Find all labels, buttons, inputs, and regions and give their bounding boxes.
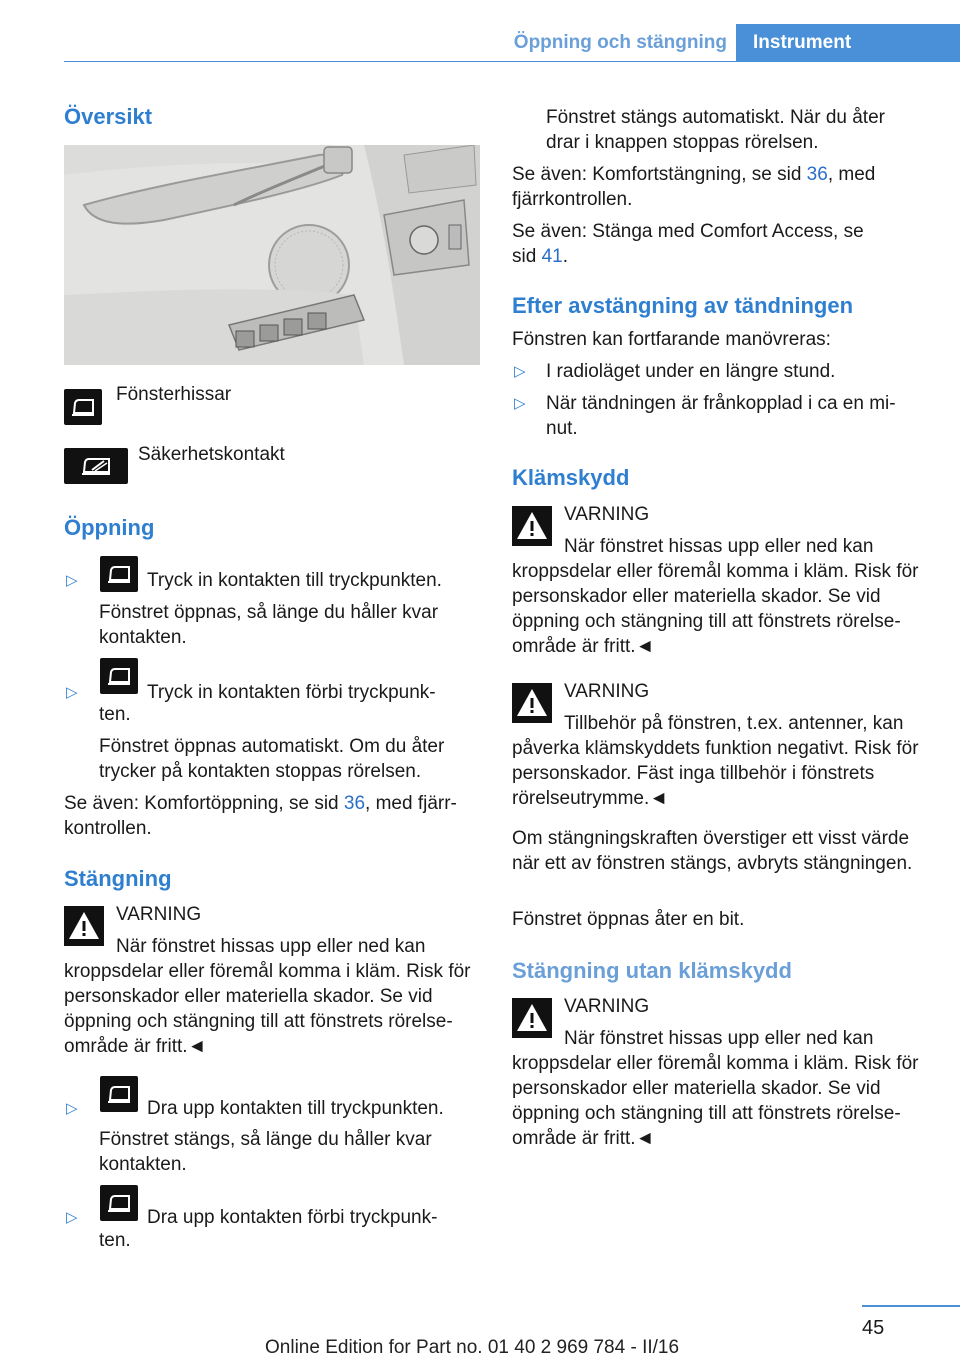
overview-heading: Översikt bbox=[64, 104, 153, 129]
window-switch-icon bbox=[100, 658, 138, 694]
opening-step-1-result: Fönstret öppnas, så länge du håller kvar kontakten. bbox=[99, 602, 439, 648]
closing-step-2: Dra upp kontakten förbi tryckpunk- bbox=[147, 1207, 438, 1228]
page-number: 45 bbox=[862, 1317, 885, 1339]
closing-step-1-result: Fönstret stängs, så länge du håller kvar kontakten. bbox=[99, 1129, 432, 1175]
footer-divider bbox=[862, 1305, 960, 1307]
window-switch-icon bbox=[100, 1076, 138, 1112]
opening-step-2: Tryck in kontakten förbi tryckpunk- bbox=[147, 682, 436, 703]
closing-step-2-cont: ten. bbox=[99, 1230, 131, 1251]
door-panel-illustration bbox=[64, 145, 480, 365]
page-link-36[interactable]: 36 bbox=[806, 164, 828, 185]
window-switch-icon bbox=[64, 389, 102, 425]
opening-step-1: Tryck in kontakten till tryckpunkten. bbox=[147, 570, 442, 591]
pinch-paragraph-1: Om stängningskraften överstiger ett visst värde när ett av fönstren stängs, avbryts stängningen. bbox=[512, 828, 913, 874]
window-switch-icon bbox=[100, 1185, 138, 1221]
pinch-warning-2-label: VARNING bbox=[564, 681, 650, 702]
closing-step-1: Dra upp kontakten till tryckpunkten. bbox=[147, 1098, 444, 1119]
after-ignition-item-1: I radioläget under en längre stund. bbox=[546, 361, 836, 382]
pinch-protection-heading: Klämskydd bbox=[512, 465, 630, 490]
after-ignition-heading: Efter avstängning av tändningen bbox=[512, 293, 854, 318]
legend-window-switch-label: Fönsterhissar bbox=[116, 384, 232, 405]
pinch-warning-1-label: VARNING bbox=[564, 504, 650, 525]
pinch-paragraph-2: Fönstret öppnas åter en bit. bbox=[512, 909, 745, 930]
header-section-title: Öppning och stängning bbox=[513, 32, 727, 53]
page-link-36[interactable]: 36 bbox=[343, 793, 366, 814]
window-switch-icon bbox=[100, 556, 138, 592]
closing-see-also-2: Se även: Stänga med Comfort Access, se sid 41. bbox=[512, 221, 864, 267]
opening-step-2-result: Fönstret öppnas automatiskt. Om du åter trycker på kontakten stoppas rörelsen. bbox=[99, 736, 445, 782]
safety-switch-icon bbox=[64, 448, 128, 484]
opening-heading: Öppning bbox=[64, 515, 155, 540]
closing-warning-text: När fönstret hissas upp eller ned kan kroppsdelar eller föremål komma i kläm. Risk för personskador eller materiella skador. Se vid öppning och stängning till att fönstrets rörelseområde är fritt.◄ bbox=[64, 936, 471, 1057]
list-marker: ▷ bbox=[66, 1209, 78, 1226]
page-link-41[interactable]: 41 bbox=[541, 246, 563, 267]
closing-see-also-1: Se även: Komfortstängning, se sid 36, med fjärrkontrollen. bbox=[512, 164, 876, 210]
no-pinch-warning-label: VARNING bbox=[564, 996, 650, 1017]
after-ignition-item-2: När tändningen är frånkopplad i ca en minut. bbox=[546, 393, 896, 439]
pinch-warning-2-text: Tillbehör på fönstren, t.ex. antenner, kan påverka klämskyddets funktion negativt. Risk för personskador. Fäst inga tillbehör i fönstrets rörelseutrymme.◄ bbox=[512, 713, 919, 809]
list-marker: ▷ bbox=[66, 572, 78, 589]
no-pinch-warning-text: När fönstret hissas upp eller ned kan kroppsdelar eller föremål komma i kläm. Risk för personskador eller materiella skador. Se vid öppning och stängning till att fönstrets rörelseområde är fritt.◄ bbox=[512, 1028, 919, 1149]
closing-warning-label: VARNING bbox=[116, 904, 202, 925]
list-marker: ▷ bbox=[66, 684, 78, 701]
legend-safety-switch-label: Säkerhetskontakt bbox=[138, 444, 285, 465]
list-marker: ▷ bbox=[514, 363, 526, 380]
list-marker: ▷ bbox=[514, 395, 526, 412]
header-chapter-tab[interactable]: Instrument bbox=[736, 24, 960, 62]
closing-step-2-result: Fönstret stängs automatiskt. När du åter drar i knappen stoppas rörelsen. bbox=[546, 107, 885, 153]
pinch-warning-1-text: När fönstret hissas upp eller ned kan kroppsdelar eller föremål komma i kläm. Risk för personskador eller materiella skador. Se vid öppning och stängning till att fönstrets rörelseområde är fritt.◄ bbox=[512, 536, 919, 657]
opening-see-also: Se även: Komfortöppning, se sid 36, med fjärr- kontrollen. bbox=[64, 793, 457, 839]
header-divider bbox=[64, 61, 960, 62]
closing-heading: Stängning bbox=[64, 866, 172, 891]
list-marker: ▷ bbox=[66, 1100, 78, 1117]
after-ignition-intro: Fönstren kan fortfarande manövreras: bbox=[512, 329, 831, 350]
no-pinch-heading: Stängning utan klämskydd bbox=[512, 958, 792, 983]
opening-step-2-cont: ten. bbox=[99, 704, 131, 725]
footer-edition: Online Edition for Part no. 01 40 2 969 784 - II/16 bbox=[265, 1337, 680, 1358]
